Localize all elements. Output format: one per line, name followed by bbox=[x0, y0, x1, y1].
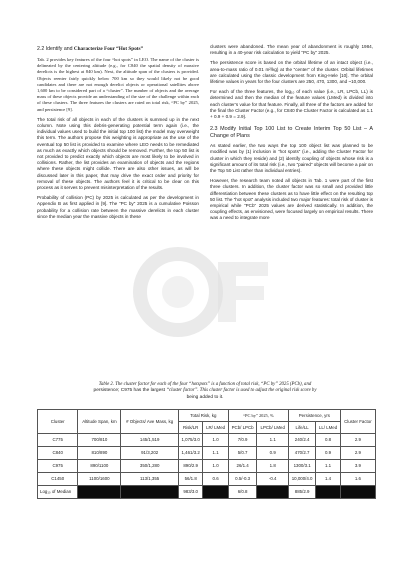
cell-life: 240/2.4 bbox=[288, 434, 315, 447]
header-altitude: Altitude Span, km bbox=[78, 410, 121, 434]
cell-blank bbox=[78, 486, 121, 499]
cell-median-label: Log₁₀ of Median bbox=[38, 486, 78, 499]
header-total-risk: Total Risk, kg bbox=[178, 410, 228, 422]
heading-prefix: 2.2 Identify and bbox=[37, 46, 74, 52]
cell-altitude: 890/1100 bbox=[78, 460, 121, 473]
cell-median-pcb: 6/0.8 bbox=[228, 486, 257, 499]
cell-lr: 1.0 bbox=[203, 434, 228, 447]
cell-objects: 91/3,202 bbox=[121, 447, 179, 460]
cell-median-risk: 983/3.0 bbox=[178, 486, 203, 499]
cell-objects: 113/1,355 bbox=[121, 473, 179, 486]
cell-cluster-factor: 1.6 bbox=[340, 473, 375, 486]
cell-altitude: 810/890 bbox=[78, 447, 121, 460]
header-life-ll: Life/LL bbox=[288, 422, 315, 434]
cell-lr: 1.1 bbox=[203, 447, 228, 460]
cell-objects: 350/1,280 bbox=[121, 460, 179, 473]
page-top-band bbox=[0, 0, 400, 28]
cell-pcb: 7/0.9 bbox=[228, 434, 257, 447]
caption-part-1: The cluster factor for each of the four “hotspots” is a function of total risk, “PC by” 2025 (PCb), and bbox=[115, 382, 312, 387]
cell-pcb: 26/1.4 bbox=[228, 460, 257, 473]
paragraph: However, the research team noted all objects in Tab. 1 were part of the first three clusters. In addition, the cluster factor was so small and provided little differentiation between these clusters as to have little effect on the resulting top 50 list. The “hot spot” analysis included two major features: total risk of cluster is empirical while “PCb” 2025 values are derived statistically. In addition, the coupling effects, as envisioned, were focused largely on empirical results. There was a need to integrate more bbox=[210, 178, 373, 221]
cell-blank bbox=[340, 486, 375, 499]
cell-blank bbox=[257, 486, 289, 499]
cell-lpcb: -0.4 bbox=[257, 473, 289, 486]
section-heading-2-3: 2.3 Modify Initial Top 100 List to Create Interim Top 50 List – A Change of Plans bbox=[210, 126, 373, 140]
header-risk-lr: Risk/LR bbox=[178, 422, 203, 434]
section-heading-2-2 bbox=[37, 46, 199, 53]
caption-prefix: Table 2. bbox=[98, 382, 116, 387]
cell-ll: 0.8 bbox=[316, 434, 341, 447]
cell-lpcb: 0.9 bbox=[257, 447, 289, 460]
watermark-logo bbox=[118, 232, 288, 352]
cell-risk: 56/1.8 bbox=[178, 473, 203, 486]
header-pc-by: “PC by” 2025, % bbox=[228, 410, 288, 422]
cell-risk: 1,075/3.0 bbox=[178, 434, 203, 447]
table-header-row bbox=[38, 410, 376, 422]
paragraph: For each of the three features, the log₁₀ of each value (i.e., LR, LPCb, LL) is determined and then the median of the feature values (LMed) is divided into each cluster’s value for that feature. Finally, all three of the factors are added for the final the Cluster Factor (e.g., for C840 the Cluster Factor is calculated as 1.1 + 0.9 + 0.9 = 2.9). bbox=[210, 89, 373, 120]
cell-cluster-factor: 3.9 bbox=[340, 460, 375, 473]
cell-cluster: C775 bbox=[38, 434, 78, 447]
paragraph: As stated earlier, the two ways the top 100 object list was planned to be modified was by (1) inclusion in “hot spots” (i.e., adding the Cluster Factor for cluster in which they reside) and (2) identify coupling of objects whose risk is a significant amount of its total risk (i.e., two “paired” objects will become a pair on the Top 50 List rather than individual entries). bbox=[210, 143, 373, 174]
paragraph: The persistence score is based on the orbital lifetime of an intact object (i.e., area-to-mass ratio of 0.01 m²/kg) at the “center” of the cluster. Orbital lifetimes are calculated using the classic development from King-Hele [10]. The orbital lifetime values in years for the four clusters are 250, 470, 1300, and ~10,000. bbox=[210, 60, 373, 85]
cell-life: 10,000/4.0 bbox=[288, 473, 315, 486]
cell-lr: 0.6 bbox=[203, 473, 228, 486]
header-lr-lmed: LR/ LMed bbox=[203, 422, 228, 434]
caption-part-4: being added to it. bbox=[186, 394, 224, 400]
cell-lpcb: 1.8 bbox=[257, 460, 289, 473]
caption-part-2: persistence; C975 has the largest bbox=[93, 388, 167, 394]
cell-risk: 890/2.9 bbox=[178, 460, 203, 473]
left-column bbox=[37, 46, 199, 224]
header-lpcb-lmed: LPCb/ LMed bbox=[257, 422, 289, 434]
cell-objects: 145/1,519 bbox=[121, 434, 179, 447]
header-cluster: Cluster bbox=[38, 410, 78, 434]
cell-altitude: 700/810 bbox=[78, 434, 121, 447]
cell-pcb: 0.5/-0.3 bbox=[228, 473, 257, 486]
cluster-table bbox=[37, 409, 376, 499]
table-caption bbox=[37, 382, 373, 401]
heading-bold: Characterize Four “Hot Spots” bbox=[73, 46, 144, 52]
paragraph: Tab. 2 provides key features of the four “hot spots” in LEO. The name of the cluster is delineated by the centering altitude (e.g., for C840 the spatial density of massive derelicts is the highest at 840 km). Next, the altitude span of the clusters is provided. Objects reenter fairly quickly below 700 km so they would likely not be good candidates and there are not enough derelict objects or operational satellites above 1,600 km to be considered part of a “cluster”. The number of objects and the average mass of these objects provide an understanding of the size of the challenge within each of these clusters. The three features the clusters are rated on total risk, “PC by” 2025, and persistence [9]. bbox=[37, 57, 199, 112]
paragraph: Probability of collision (PC) by 2025 is calculated as per the development in Appendix B as first applied in [9]. The “PC by” 2025 is a cumulative Poisson probability for a collision rate between the massive derelicts in each cluster since the median year the massive objects in these bbox=[37, 195, 199, 219]
cell-cluster: C975 bbox=[38, 460, 78, 473]
table-row bbox=[38, 434, 376, 447]
cell-blank bbox=[203, 486, 228, 499]
table-row bbox=[38, 473, 376, 486]
header-ll-lmed: LL/ LMed bbox=[316, 422, 341, 434]
cell-cluster-factor: 2.9 bbox=[340, 434, 375, 447]
paragraph: The total risk of all objects in each of the clusters is summed up in the next column. Note using this debris-generating potential term again (i.e., the individual values used to build the initial top 100 list) the model may overweight this term. The authors propose this weighting is appropriate as the use of the eventual top 50 list is provided to examine where LEO needs to be remediated as much as exactly which objects should be removed. Further, the top 50 list is not provided to predict exactly which objects are most likely to be involved in collisions. Rather, the list provides an examination of objects and the regions where these objects might collide. There are also other issues, as will be discussed later in this paper, that may drive the exact order and priority for removal of these objects. The authors feel it is critical to be clear on this process as it serves to prevent misinterpretation of the results. bbox=[37, 116, 199, 191]
right-column bbox=[210, 44, 373, 226]
table-median-row bbox=[38, 486, 376, 499]
header-objects: # Objects/ Ave Mass, kg bbox=[121, 410, 179, 434]
cell-lr: 1.0 bbox=[203, 460, 228, 473]
table-row bbox=[38, 447, 376, 460]
cell-life: 1300/3.1 bbox=[288, 460, 315, 473]
cell-cluster-factor: 2.9 bbox=[340, 447, 375, 460]
cell-altitude: 1100/1600 bbox=[78, 473, 121, 486]
header-persistence: Persistence, yrs bbox=[288, 410, 340, 422]
caption-part-3: “cluster factor”. This cluster factor is used to adjust the original risk score by bbox=[166, 388, 317, 394]
cell-cluster: C1450 bbox=[38, 473, 78, 486]
table-row bbox=[38, 460, 376, 473]
cell-cluster: C840 bbox=[38, 447, 78, 460]
cell-blank bbox=[316, 486, 341, 499]
cell-median-life: 885/2.9 bbox=[288, 486, 315, 499]
cell-ll: 1.1 bbox=[316, 460, 341, 473]
header-cluster-factor: Cluster Factor bbox=[340, 410, 375, 434]
cell-lpcb: 1.1 bbox=[257, 434, 289, 447]
paragraph: clusters were abandoned. The mean year of abandonment is roughly 1984, resulting in a 40-year risk calculation to yield “PC by” 2025. bbox=[210, 44, 373, 56]
cell-ll: 0.9 bbox=[316, 447, 341, 460]
cell-pcb: 5/0.7 bbox=[228, 447, 257, 460]
cell-blank bbox=[121, 486, 179, 499]
cell-life: 470/2.7 bbox=[288, 447, 315, 460]
header-pcb-lpcb: PCb/ LPCb bbox=[228, 422, 257, 434]
cell-ll: 1.4 bbox=[316, 473, 341, 486]
cell-risk: 1,461/3.2 bbox=[178, 447, 203, 460]
